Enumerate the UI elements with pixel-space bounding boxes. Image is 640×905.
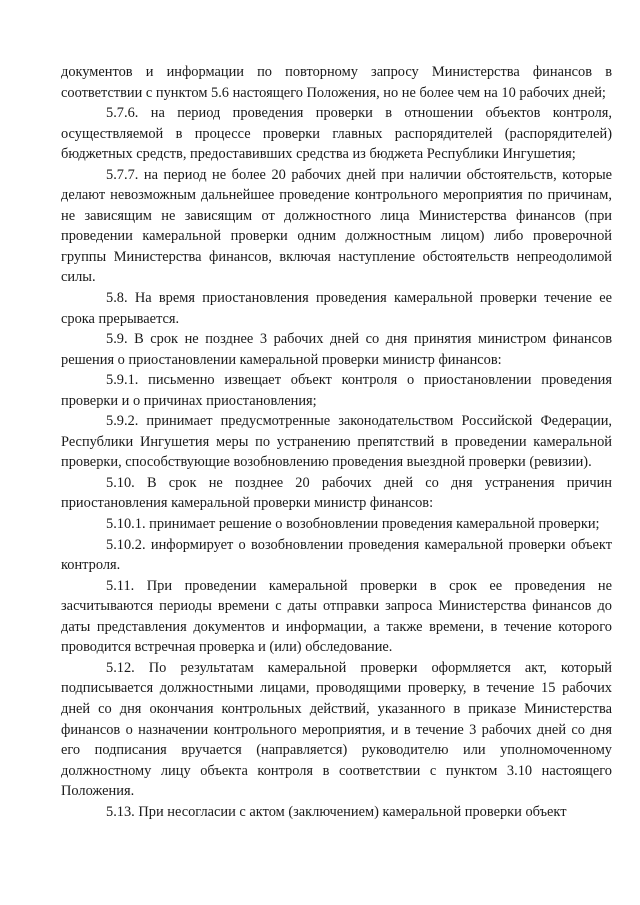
paragraph: 5.10.2. информирует о возобновлении проведения камеральной проверки объект контроля. [61,536,612,574]
paragraph: 5.11. При проведении камеральной проверки в срок ее проведения не засчитываются периоды времени с даты отправки запроса Министерства финансов до даты представления документов и информации, а также времени, в течение которого проводится встречная проверка и (или) обследование. [61,577,612,656]
paragraph: 5.13. При несогласии с актом (заключением) камеральной проверки объект [106,803,567,820]
paragraph: 5.9. В срок не позднее 3 рабочих дней со дня принятия министром финансов решения о приостановлении камеральной проверки министр финансов: [61,331,612,368]
paragraph: 5.10. В срок не позднее 20 рабочих дней со дня устранения причин приостановления камеральной проверки министр финансов: [61,474,612,512]
paragraph: 5.8. На время приостановления проведения камеральной проверки течение ее срока прерывается. [61,290,612,327]
paragraph: документов и информации по повторному запросу Министерства финансов в соответствии с пунктом 5.6 настоящего Положения, но не более чем на 10 рабочих дней; [61,64,612,101]
paragraph: 5.12. По результатам камеральной проверки оформляется акт, который подписывается должностными лицами, проводящими проверку, в течение 15 рабочих дней со дня окончания контрольных действий, указанного в приказе Министерства финансов о назначении контрольного мероприятия, и в течение 3 рабочих дней со дня его подписания вручается (направляется) руководителю или уполномоченному должностному лицу объекта контроля в соответствии с пунктом 3.10 настоящего Положения. [61,659,612,800]
document-page [61,62,612,822]
paragraph: 5.9.2. принимает предусмотренные законодательством Российской Федерации, Республики Ингушетия меры по устранению препятствий в проведении камеральной проверки, способствующие возобновлению проведения выездной проверки (ревизии). [61,413,612,471]
paragraph: 5.7.6. на период проведения проверки в отношении объектов контроля, осуществляемой в процессе проверки главных распорядителей (распорядителей) бюджетных средств, предоставивших средства из бюджета Республики Ингушетия; [61,105,612,163]
paragraph: 5.9.1. письменно извещает объект контроля о приостановлении проведения проверки и о причинах приостановления; [61,372,612,409]
paragraph: 5.10.1. принимает решение о возобновлении проведения камеральной проверки; [106,516,600,533]
paragraph: 5.7.7. на период не более 20 рабочих дней при наличии обстоятельств, которые делают невозможным дальнейшее проведение контрольного мероприятия по причинам, не зависящим не зависящим от должностного лица Министерства финансов (при проведении камеральной проверки одним должностным лицом) либо проверочной группы Министерства финансов, включая наступление обстоятельств непреодолимой силы. [61,166,612,286]
